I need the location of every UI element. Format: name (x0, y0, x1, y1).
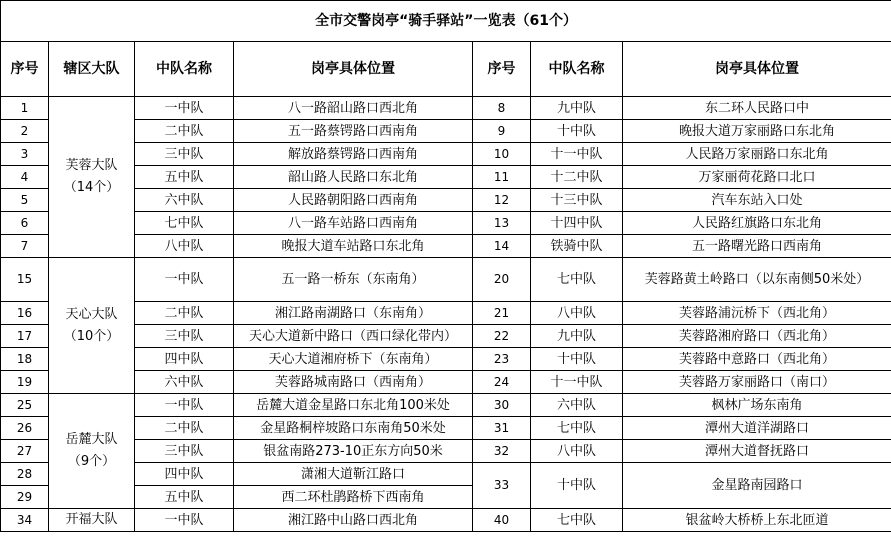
seq-cell-2: 22 (473, 325, 531, 348)
squad-cell-2: 十一中队 (531, 143, 623, 166)
table-row (1, 189, 891, 212)
location-cell: 天心大道湘府桥下（东南角） (234, 348, 473, 371)
seq-cell-2: 30 (473, 394, 531, 417)
seq-cell: 2 (1, 120, 49, 143)
seq-cell: 1 (1, 97, 49, 120)
district-name: 岳麓大队 (65, 432, 118, 447)
seq-cell-2: 24 (473, 371, 531, 394)
district-count: （14个） (63, 180, 120, 195)
squad-cell-2: 十二中队 (531, 166, 623, 189)
squad-cell: 五中队 (135, 166, 234, 189)
location-cell-2: 芙蓉路黄土岭路口（以东南侧50米处） (623, 258, 891, 302)
seq-cell-2: 10 (473, 143, 531, 166)
location-cell-2: 芙蓉路中意路口（西北角） (623, 348, 891, 371)
squad-cell: 一中队 (135, 258, 234, 302)
squad-cell-2: 八中队 (531, 302, 623, 325)
seq-cell-2: 13 (473, 212, 531, 235)
district-name: 天心大队 (65, 306, 118, 322)
table-row (1, 302, 891, 325)
table-row (1, 417, 891, 440)
squad-cell-2: 十中队 (531, 120, 623, 143)
location-cell: 解放路蔡锷路口西南角 (234, 143, 473, 166)
location-cell: 湘江路中山路口西北角 (234, 509, 473, 532)
squad-cell: 六中队 (135, 371, 234, 394)
seq-cell: 16 (1, 302, 49, 325)
squad-cell: 一中队 (135, 394, 234, 417)
location-cell: 韶山路人民路口东北角 (234, 166, 473, 189)
squad-cell: 三中队 (135, 143, 234, 166)
location-cell-2: 东二环人民路口中 (623, 97, 891, 120)
squad-cell: 四中队 (135, 463, 234, 486)
table-row (1, 258, 891, 302)
seq-cell-2: 9 (473, 120, 531, 143)
district-cell-furong (49, 97, 135, 258)
squad-cell-2: 十一中队 (531, 371, 623, 394)
seq-cell-2: 14 (473, 235, 531, 258)
location-cell: 湘江路南湖路口（东南角） (234, 302, 473, 325)
location-cell-2: 汽车东站入口处 (623, 189, 891, 212)
table-title: 全市交警岗亭“骑手驿站”一览表（61个） (1, 1, 891, 42)
location-cell-2: 五一路曙光路口西南角 (623, 235, 891, 258)
table-row (1, 348, 891, 371)
location-cell: 金星路桐梓坡路口东南角50米处 (234, 417, 473, 440)
seq-cell-2: 33 (473, 463, 531, 509)
seq-cell-2: 20 (473, 258, 531, 302)
squad-cell: 三中队 (135, 325, 234, 348)
squad-cell-2: 十四中队 (531, 212, 623, 235)
seq-cell-2: 40 (473, 509, 531, 532)
table-row (1, 120, 891, 143)
table-row (1, 166, 891, 189)
location-cell: 西二环杜鹃路桥下西南角 (234, 486, 473, 509)
seq-cell-2: 12 (473, 189, 531, 212)
header-location-2: 岗亭具体位置 (623, 42, 891, 97)
location-cell-2: 晚报大道万家丽路口东北角 (623, 120, 891, 143)
seq-cell: 26 (1, 417, 49, 440)
location-cell: 五一路蔡锷路口西南角 (234, 120, 473, 143)
location-cell: 人民路朝阳路口西南角 (234, 189, 473, 212)
table-row (1, 212, 891, 235)
seq-cell: 28 (1, 463, 49, 486)
district-name: 芙蓉大队 (65, 158, 118, 173)
location-cell: 五一路一桥东（东南角） (234, 258, 473, 302)
squad-cell: 一中队 (135, 97, 234, 120)
location-cell: 八一路韶山路口西北角 (234, 97, 473, 120)
table-row (1, 371, 891, 394)
squad-cell: 二中队 (135, 302, 234, 325)
header-seq-2: 序号 (473, 42, 531, 97)
squad-cell: 七中队 (135, 212, 234, 235)
seq-cell-2: 11 (473, 166, 531, 189)
table-row (1, 97, 891, 120)
location-cell-2: 银盆岭大桥桥上东北匝道 (623, 509, 891, 532)
squad-cell-2: 九中队 (531, 325, 623, 348)
squad-cell: 四中队 (135, 348, 234, 371)
table-row (1, 143, 891, 166)
seq-cell: 19 (1, 371, 49, 394)
squad-cell-2: 十中队 (531, 348, 623, 371)
district-cell-yuelu (49, 394, 135, 509)
district-count: （10个） (63, 328, 120, 344)
location-cell: 八一路车站路口西南角 (234, 212, 473, 235)
squad-cell: 五中队 (135, 486, 234, 509)
district-name: 开福大队 (65, 512, 118, 527)
squad-cell: 三中队 (135, 440, 234, 463)
squad-cell: 一中队 (135, 509, 234, 532)
location-cell: 银盆南路273-10正东方向50米 (234, 440, 473, 463)
table-row (1, 394, 891, 417)
location-cell: 岳麓大道金星路口东北角100米处 (234, 394, 473, 417)
table-row (1, 463, 891, 486)
location-cell-2: 枫林广场东南角 (623, 394, 891, 417)
location-cell-2: 潭州大道督抚路口 (623, 440, 891, 463)
squad-cell: 二中队 (135, 120, 234, 143)
location-cell: 天心大道新中路口（西口绿化带内） (234, 325, 473, 348)
squad-cell-2: 十三中队 (531, 189, 623, 212)
location-cell-2: 芙蓉路湘府路口（西北角） (623, 325, 891, 348)
squad-cell-2: 七中队 (531, 417, 623, 440)
squad-cell-2: 七中队 (531, 509, 623, 532)
seq-cell: 7 (1, 235, 49, 258)
squad-cell: 二中队 (135, 417, 234, 440)
squad-cell-2: 七中队 (531, 258, 623, 302)
seq-cell-2: 32 (473, 440, 531, 463)
district-cell-tianxin (49, 258, 135, 394)
seq-cell-2: 31 (473, 417, 531, 440)
table-row (1, 235, 891, 258)
seq-cell-2: 23 (473, 348, 531, 371)
squad-cell-2: 六中队 (531, 394, 623, 417)
seq-cell: 4 (1, 166, 49, 189)
header-squad-2: 中队名称 (531, 42, 623, 97)
squad-cell-2: 十中队 (531, 463, 623, 509)
squad-cell: 八中队 (135, 235, 234, 258)
header-location: 岗亭具体位置 (234, 42, 473, 97)
location-cell: 芙蓉路城南路口（西南角） (234, 371, 473, 394)
seq-cell: 17 (1, 325, 49, 348)
location-cell-2: 人民路万家丽路口东北角 (623, 143, 891, 166)
table-row (1, 509, 891, 532)
squad-cell-2: 八中队 (531, 440, 623, 463)
seq-cell: 25 (1, 394, 49, 417)
header-squad: 中队名称 (135, 42, 234, 97)
seq-cell: 3 (1, 143, 49, 166)
seq-cell: 6 (1, 212, 49, 235)
table-row (1, 440, 891, 463)
seq-cell: 29 (1, 486, 49, 509)
seq-cell: 27 (1, 440, 49, 463)
location-cell-2: 金星路南园路口 (623, 463, 891, 509)
location-cell-2: 芙蓉路万家丽路口（南口） (623, 371, 891, 394)
district-cell-kaifu (49, 509, 135, 532)
header-district: 辖区大队 (49, 42, 135, 97)
location-cell-2: 人民路红旗路口东北角 (623, 212, 891, 235)
location-cell: 潇湘大道靳江路口 (234, 463, 473, 486)
header-row (1, 42, 891, 97)
squad-cell: 六中队 (135, 189, 234, 212)
seq-cell: 34 (1, 509, 49, 532)
squad-cell-2: 九中队 (531, 97, 623, 120)
squad-cell-2: 铁骑中队 (531, 235, 623, 258)
seq-cell-2: 8 (473, 97, 531, 120)
seq-cell: 5 (1, 189, 49, 212)
table-row (1, 325, 891, 348)
location-cell: 晚报大道车站路口东北角 (234, 235, 473, 258)
location-cell-2: 万家丽荷花路口北口 (623, 166, 891, 189)
seq-cell-2: 21 (473, 302, 531, 325)
seq-cell: 18 (1, 348, 49, 371)
header-seq: 序号 (1, 42, 49, 97)
district-count: （9个） (67, 454, 116, 469)
location-cell-2: 芙蓉路浦沅桥下（西北角） (623, 302, 891, 325)
seq-cell: 15 (1, 258, 49, 302)
location-cell-2: 潭州大道洋湖路口 (623, 417, 891, 440)
